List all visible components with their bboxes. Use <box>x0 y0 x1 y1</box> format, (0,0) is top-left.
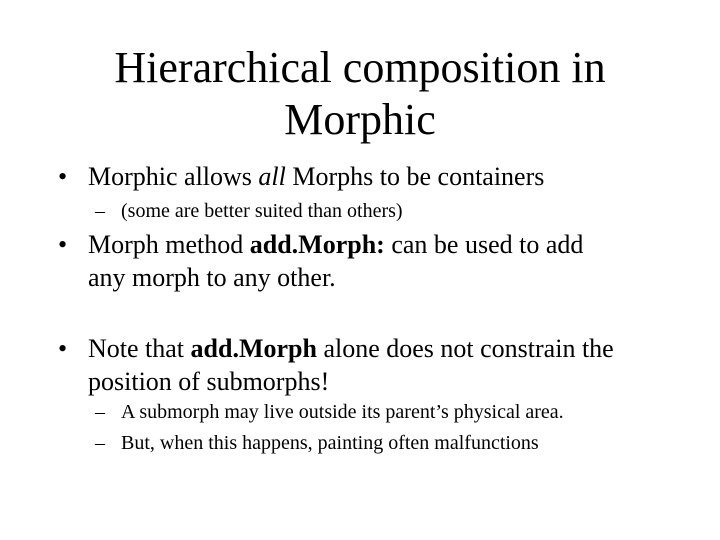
sub-text: A submorph may live outside its parent’s physical area. <box>121 401 564 423</box>
slide-title <box>0 42 720 146</box>
bullet-marker: • <box>58 162 68 191</box>
bullet-3-text: Note that add.Morph alone does not constrain the position of submorphs! <box>88 334 614 396</box>
bullet-1-text: Morphic allows all Morphs to be containers <box>88 162 545 191</box>
title-line-1: Hierarchical composition in <box>114 43 606 92</box>
bullet-3-sub-2 <box>95 429 705 457</box>
bullet-3-sub-1 <box>95 398 705 426</box>
title-line-2: Morphic <box>284 95 436 144</box>
bullet-marker: • <box>58 230 68 259</box>
dash-marker: – <box>95 432 105 454</box>
bullet-2 <box>58 228 698 294</box>
code-add-morph: add.Morph <box>190 334 317 363</box>
emphasis-all: all <box>258 162 286 191</box>
bullet-1 <box>58 160 698 193</box>
dash-marker: – <box>95 401 105 423</box>
bullet-3 <box>58 332 698 398</box>
code-add-morph-colon: add.Morph: <box>249 230 385 259</box>
sub-text: But, when this happens, painting often malfunctions <box>121 432 539 454</box>
bullet-2-text: Morph method add.Morph: can be used to add any morph to any other. <box>88 230 584 292</box>
sub-text: (some are better suited than others) <box>121 200 403 222</box>
bullet-marker: • <box>58 334 68 363</box>
dash-marker: – <box>95 200 105 222</box>
bullet-1-sub-1 <box>95 197 705 225</box>
